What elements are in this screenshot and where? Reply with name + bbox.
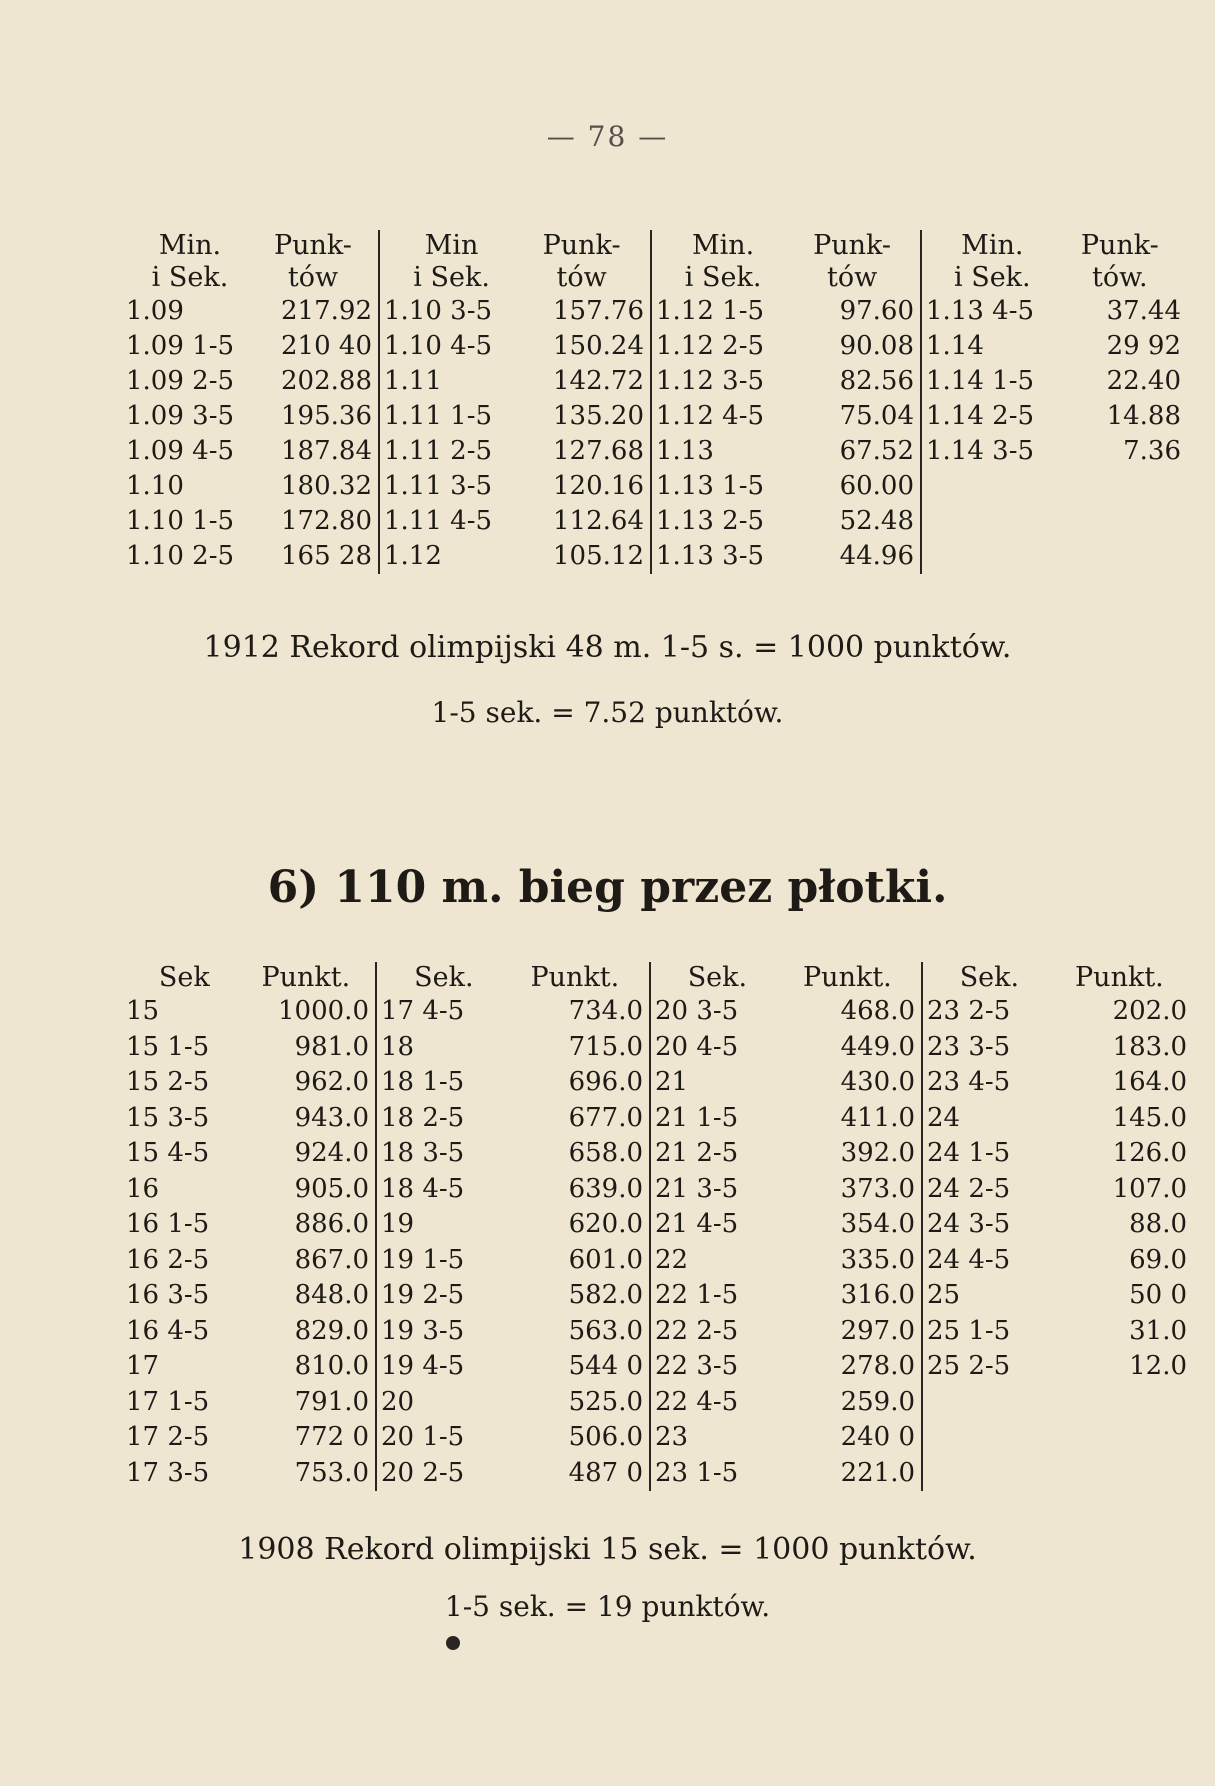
table-row — [652, 504, 920, 539]
points-cell: 487 0 — [568, 1457, 643, 1488]
table-row — [122, 1278, 375, 1314]
time-cell: 1.09 4-5 — [126, 436, 235, 466]
section-heading: 6) 110 m. bieg przez płotki. — [267, 862, 948, 913]
record-note-1912-increment: 1-5 sek. = 7.52 punktów. — [431, 696, 784, 729]
time-cell: 20 4-5 — [655, 1031, 739, 1062]
time-cell: 1.14 3-5 — [926, 436, 1035, 466]
time-cell: 1.11 2-5 — [384, 436, 493, 466]
time-cell: 1.12 3-5 — [656, 366, 765, 396]
time-cell: 19 1-5 — [381, 1244, 465, 1275]
time-cell: 15 2-5 — [126, 1067, 210, 1097]
time-cell: 1.11 3-5 — [384, 471, 493, 501]
time-cell: 1.11 4-5 — [384, 506, 493, 536]
points-cell: 172.80 — [281, 506, 372, 536]
table-column — [122, 230, 380, 574]
header-cell: Sek — [158, 962, 210, 993]
time-cell: 18 — [381, 1031, 415, 1062]
time-cell: 19 2-5 — [381, 1280, 465, 1310]
points-cell: 112.64 — [553, 506, 644, 536]
time-cell: 1.10 2-5 — [126, 541, 235, 571]
time-cell: 1.13 2-5 — [656, 506, 765, 536]
table-column — [922, 230, 1187, 574]
table-row — [651, 1101, 921, 1137]
points-cell: 150.24 — [553, 331, 644, 361]
time-cell: 23 4-5 — [927, 1067, 1011, 1097]
record-note-1908: 1908 Rekord olimpijski 15 sek. = 1000 punktów. — [238, 1532, 977, 1567]
header-cell: Punkt. — [261, 962, 351, 993]
time-cell: 18 4-5 — [381, 1173, 465, 1204]
points-cell: 297.0 — [840, 1315, 915, 1346]
table-row — [377, 1349, 649, 1385]
header-cell: Min. i Sek. — [151, 230, 229, 293]
points-cell: 120.16 — [553, 471, 644, 501]
time-cell: 22 — [655, 1244, 689, 1275]
header-cell: Min. i Sek. — [684, 230, 762, 293]
table-row — [380, 504, 650, 539]
table-row — [122, 1065, 375, 1101]
points-cell: 88.0 — [1129, 1209, 1187, 1239]
table-row — [122, 1314, 375, 1350]
time-cell: 1.12 1-5 — [656, 296, 765, 326]
points-cell: 829.0 — [294, 1315, 369, 1346]
record-note-1908-increment: 1-5 sek. = 19 punktów. — [444, 1590, 771, 1623]
points-cell: 165 28 — [281, 541, 372, 571]
points-cell: 14.88 — [1106, 401, 1181, 431]
points-cell: 29 92 — [1106, 331, 1181, 361]
points-cell: 924.0 — [294, 1138, 369, 1168]
time-cell: 16 3-5 — [126, 1280, 210, 1310]
table-row — [651, 1420, 921, 1456]
table-row — [122, 1136, 375, 1172]
points-cell: 848.0 — [294, 1280, 369, 1310]
points-cell: 126.0 — [1112, 1138, 1187, 1168]
points-cell: 278.0 — [840, 1351, 915, 1381]
points-cell: 195.36 — [281, 401, 372, 431]
table-row — [923, 994, 1193, 1030]
time-cell: 19 3-5 — [381, 1315, 465, 1346]
points-cell: 69.0 — [1129, 1244, 1187, 1275]
table-row — [923, 1172, 1193, 1208]
points-cell: 886.0 — [294, 1209, 369, 1239]
table-row — [922, 364, 1187, 399]
time-cell: 1.14 1-5 — [926, 366, 1035, 396]
points-cell: 180.32 — [281, 471, 372, 501]
time-cell: 1.09 1-5 — [126, 331, 235, 361]
table-row — [651, 1314, 921, 1350]
time-cell: 23 — [655, 1422, 689, 1452]
time-cell: 16 — [126, 1173, 160, 1204]
points-cell: 715.0 — [568, 1031, 643, 1062]
time-cell: 1.11 1-5 — [384, 401, 493, 431]
points-cell: 52.48 — [839, 506, 914, 536]
header-cell: Sek. — [414, 962, 474, 993]
time-cell: 21 4-5 — [655, 1209, 739, 1239]
points-cell: 468.0 — [840, 996, 915, 1026]
points-cell: 753.0 — [294, 1457, 369, 1488]
points-cell: 60.00 — [839, 471, 914, 501]
points-cell: 430.0 — [840, 1067, 915, 1097]
points-cell: 90.08 — [839, 331, 914, 361]
points-cell: 202.88 — [281, 366, 372, 396]
points-cell: 217.92 — [281, 296, 372, 326]
points-cell: 145.0 — [1112, 1102, 1187, 1133]
table-header — [652, 230, 920, 294]
table-row — [923, 1101, 1193, 1137]
points-cell: 187.84 — [281, 436, 372, 466]
header-cell: Punk- tów. — [1080, 230, 1159, 293]
record-note-1912: 1912 Rekord olimpijski 48 m. 1-5 s. = 1000 punktów. — [203, 630, 1012, 665]
table-row — [377, 994, 649, 1030]
time-cell: 24 2-5 — [927, 1173, 1011, 1204]
table-row — [652, 539, 920, 574]
table-row — [377, 1136, 649, 1172]
time-cell: 1.13 3-5 — [656, 541, 765, 571]
table-row — [377, 1385, 649, 1421]
points-cell: 127.68 — [553, 436, 644, 466]
table-row — [122, 539, 378, 574]
table-header — [651, 962, 921, 994]
table-row — [380, 539, 650, 574]
points-cell: 867.0 — [294, 1244, 369, 1275]
table-row — [651, 1278, 921, 1314]
points-cell: 157.76 — [553, 296, 644, 326]
points-cell: 7.36 — [1123, 436, 1181, 466]
table-row — [652, 294, 920, 329]
table-column — [651, 962, 923, 1491]
table-row — [380, 329, 650, 364]
table-row — [651, 1349, 921, 1385]
table-row — [651, 1065, 921, 1101]
time-cell: 15 — [126, 996, 160, 1026]
table-row — [922, 294, 1187, 329]
table-row — [122, 294, 378, 329]
points-cell: 75.04 — [839, 401, 914, 431]
time-cell: 1.11 — [384, 366, 442, 396]
header-cell: Punk- tów — [273, 230, 352, 293]
page-number: — 78 — — [546, 120, 669, 153]
time-cell: 17 4-5 — [381, 996, 465, 1026]
points-cell: 354.0 — [840, 1209, 915, 1239]
points-cell: 202.0 — [1112, 996, 1187, 1026]
time-cell: 1.09 3-5 — [126, 401, 235, 431]
table-header — [122, 962, 375, 994]
table-row — [652, 469, 920, 504]
table-row — [652, 399, 920, 434]
table-row — [122, 1243, 375, 1279]
table-header — [380, 230, 650, 294]
time-cell: 1.10 1-5 — [126, 506, 235, 536]
points-cell: 105.12 — [553, 541, 644, 571]
time-cell: 25 1-5 — [927, 1315, 1011, 1346]
points-cell: 943.0 — [294, 1102, 369, 1133]
table-row — [651, 1385, 921, 1421]
points-table-minutes — [122, 230, 1187, 574]
points-cell: 677.0 — [568, 1102, 643, 1133]
points-cell: 734.0 — [568, 996, 643, 1026]
time-cell: 17 2-5 — [126, 1422, 210, 1452]
table-row — [380, 399, 650, 434]
table-row — [651, 1243, 921, 1279]
time-cell: 1.14 2-5 — [926, 401, 1035, 431]
table-row — [377, 1172, 649, 1208]
table-row — [651, 1030, 921, 1066]
table-row — [122, 1101, 375, 1137]
table-row — [923, 1030, 1193, 1066]
table-row — [122, 994, 375, 1030]
table-header — [923, 962, 1193, 994]
table-row — [377, 1420, 649, 1456]
table-row — [122, 469, 378, 504]
header-cell: Punk- tów — [813, 230, 892, 293]
time-cell: 1.10 4-5 — [384, 331, 493, 361]
points-cell: 582.0 — [568, 1280, 643, 1310]
points-cell: 791.0 — [294, 1386, 369, 1417]
time-cell: 24 1-5 — [927, 1138, 1011, 1168]
points-cell: 107.0 — [1112, 1173, 1187, 1204]
table-header — [922, 230, 1187, 294]
time-cell: 21 2-5 — [655, 1138, 739, 1168]
time-cell: 22 4-5 — [655, 1386, 739, 1417]
points-cell: 210 40 — [281, 331, 372, 361]
time-cell: 17 1-5 — [126, 1386, 210, 1417]
table-row — [651, 994, 921, 1030]
points-cell: 544 0 — [568, 1351, 643, 1381]
header-cell: Sek. — [687, 962, 748, 993]
time-cell: 1.12 — [384, 541, 442, 571]
points-cell: 67.52 — [839, 436, 914, 466]
points-cell: 142.72 — [553, 366, 644, 396]
table-row — [377, 1243, 649, 1279]
points-cell: 50 0 — [1129, 1280, 1187, 1310]
points-cell: 601.0 — [568, 1244, 643, 1275]
time-cell: 19 4-5 — [381, 1351, 465, 1381]
time-cell: 1.12 4-5 — [656, 401, 765, 431]
points-cell: 135.20 — [553, 401, 644, 431]
header-cell: Min. i Sek. — [953, 230, 1031, 293]
table-row — [380, 364, 650, 399]
table-row — [122, 1456, 375, 1492]
table-row — [377, 1314, 649, 1350]
table-column — [122, 962, 377, 1491]
points-cell: 183.0 — [1112, 1031, 1187, 1062]
points-cell: 240 0 — [840, 1422, 915, 1452]
points-cell: 82.56 — [839, 366, 914, 396]
table-row — [122, 1030, 375, 1066]
time-cell: 16 1-5 — [126, 1209, 210, 1239]
points-cell: 905.0 — [294, 1173, 369, 1204]
time-cell: 1.09 — [126, 296, 184, 326]
time-cell: 15 4-5 — [126, 1138, 210, 1168]
table-row — [377, 1065, 649, 1101]
time-cell: 21 1-5 — [655, 1102, 739, 1133]
points-cell: 1000.0 — [278, 996, 369, 1026]
header-cell: Punkt. — [1075, 962, 1164, 993]
table-row — [651, 1456, 921, 1492]
points-cell: 12.0 — [1129, 1351, 1187, 1381]
time-cell: 22 1-5 — [655, 1280, 739, 1310]
time-cell: 21 3-5 — [655, 1173, 739, 1204]
time-cell: 20 3-5 — [655, 996, 739, 1026]
points-cell: 639.0 — [568, 1173, 643, 1204]
time-cell: 20 2-5 — [381, 1457, 465, 1488]
time-cell: 16 2-5 — [126, 1244, 210, 1275]
time-cell: 15 1-5 — [126, 1031, 210, 1062]
time-cell: 25 — [927, 1280, 961, 1310]
time-cell: 1.10 — [126, 471, 184, 501]
table-row — [122, 504, 378, 539]
table-row — [122, 364, 378, 399]
table-column — [377, 962, 651, 1491]
table-row — [652, 434, 920, 469]
time-cell: 1.09 2-5 — [126, 366, 235, 396]
table-row — [651, 1136, 921, 1172]
table-row — [923, 1065, 1193, 1101]
table-row — [652, 329, 920, 364]
time-cell: 1.13 1-5 — [656, 471, 765, 501]
table-row — [122, 1207, 375, 1243]
table-row — [651, 1207, 921, 1243]
table-row — [923, 1207, 1193, 1243]
points-cell: 22.40 — [1106, 366, 1181, 396]
time-cell: 24 3-5 — [927, 1209, 1011, 1239]
table-row — [122, 1349, 375, 1385]
table-row — [122, 434, 378, 469]
table-row — [122, 399, 378, 434]
table-row — [923, 1136, 1193, 1172]
time-cell: 1.13 — [656, 436, 714, 466]
points-cell: 563.0 — [568, 1315, 643, 1346]
time-cell: 23 3-5 — [927, 1031, 1011, 1062]
header-cell: Sek. — [959, 962, 1020, 993]
points-cell: 772 0 — [294, 1422, 369, 1452]
points-cell: 506.0 — [568, 1422, 643, 1452]
table-row — [923, 1349, 1193, 1385]
table-row — [652, 364, 920, 399]
time-cell: 20 — [381, 1386, 415, 1417]
table-row — [122, 329, 378, 364]
table-row — [377, 1278, 649, 1314]
header-cell: Punkt. — [530, 962, 620, 993]
table-row — [377, 1456, 649, 1492]
points-cell: 392.0 — [840, 1138, 915, 1168]
time-cell: 18 1-5 — [381, 1067, 465, 1097]
time-cell: 19 — [381, 1209, 415, 1239]
table-row — [923, 1243, 1193, 1279]
points-cell: 962.0 — [294, 1067, 369, 1097]
time-cell: 21 — [655, 1067, 689, 1097]
time-cell: 16 4-5 — [126, 1315, 210, 1346]
table-row — [122, 1420, 375, 1456]
time-cell: 1.10 3-5 — [384, 296, 493, 326]
points-cell: 411.0 — [840, 1102, 915, 1133]
time-cell: 22 3-5 — [655, 1351, 739, 1381]
table-row — [922, 399, 1187, 434]
table-row — [923, 1278, 1193, 1314]
table-row — [380, 469, 650, 504]
table-row — [922, 329, 1187, 364]
points-cell: 525.0 — [568, 1386, 643, 1417]
table-column — [380, 230, 652, 574]
time-cell: 24 — [927, 1102, 961, 1133]
points-cell: 44.96 — [839, 541, 914, 571]
table-row — [122, 1172, 375, 1208]
points-cell: 658.0 — [568, 1138, 643, 1168]
table-column — [923, 962, 1193, 1491]
table-column — [652, 230, 922, 574]
header-cell: Punk- tów — [542, 230, 621, 293]
points-cell: 259.0 — [840, 1386, 915, 1417]
points-cell: 316.0 — [840, 1280, 915, 1310]
points-cell: 696.0 — [568, 1067, 643, 1097]
points-cell: 37.44 — [1106, 296, 1181, 326]
points-cell: 620.0 — [568, 1209, 643, 1239]
table-row — [651, 1172, 921, 1208]
header-cell: Min i Sek. — [413, 230, 490, 293]
ink-blot — [446, 1636, 460, 1650]
time-cell: 15 3-5 — [126, 1102, 210, 1133]
time-cell: 24 4-5 — [927, 1244, 1011, 1275]
points-cell: 221.0 — [840, 1457, 915, 1488]
table-row — [377, 1101, 649, 1137]
points-cell: 31.0 — [1129, 1315, 1187, 1346]
points-cell: 164.0 — [1112, 1067, 1187, 1097]
time-cell: 20 1-5 — [381, 1422, 465, 1452]
time-cell: 23 2-5 — [927, 996, 1011, 1026]
points-cell: 449.0 — [840, 1031, 915, 1062]
time-cell: 1.13 4-5 — [926, 296, 1035, 326]
table-row — [122, 1385, 375, 1421]
points-cell: 810.0 — [294, 1351, 369, 1381]
table-row — [377, 1207, 649, 1243]
points-cell: 981.0 — [294, 1031, 369, 1062]
points-cell: 97.60 — [839, 296, 914, 326]
time-cell: 25 2-5 — [927, 1351, 1011, 1381]
time-cell: 18 2-5 — [381, 1102, 465, 1133]
table-row — [380, 434, 650, 469]
table-row — [380, 294, 650, 329]
points-table-hurdles — [122, 962, 1193, 1491]
time-cell: 1.14 — [926, 331, 984, 361]
time-cell: 1.12 2-5 — [656, 331, 765, 361]
header-cell: Punkt. — [803, 962, 892, 993]
table-row — [923, 1314, 1193, 1350]
time-cell: 23 1-5 — [655, 1457, 739, 1488]
table-row — [377, 1030, 649, 1066]
points-cell: 373.0 — [840, 1173, 915, 1204]
points-cell: 335.0 — [840, 1244, 915, 1275]
time-cell: 18 3-5 — [381, 1138, 465, 1168]
table-row — [922, 434, 1187, 469]
time-cell: 17 3-5 — [126, 1457, 210, 1488]
table-header — [377, 962, 649, 994]
table-header — [122, 230, 378, 294]
time-cell: 17 — [126, 1351, 160, 1381]
time-cell: 22 2-5 — [655, 1315, 739, 1346]
